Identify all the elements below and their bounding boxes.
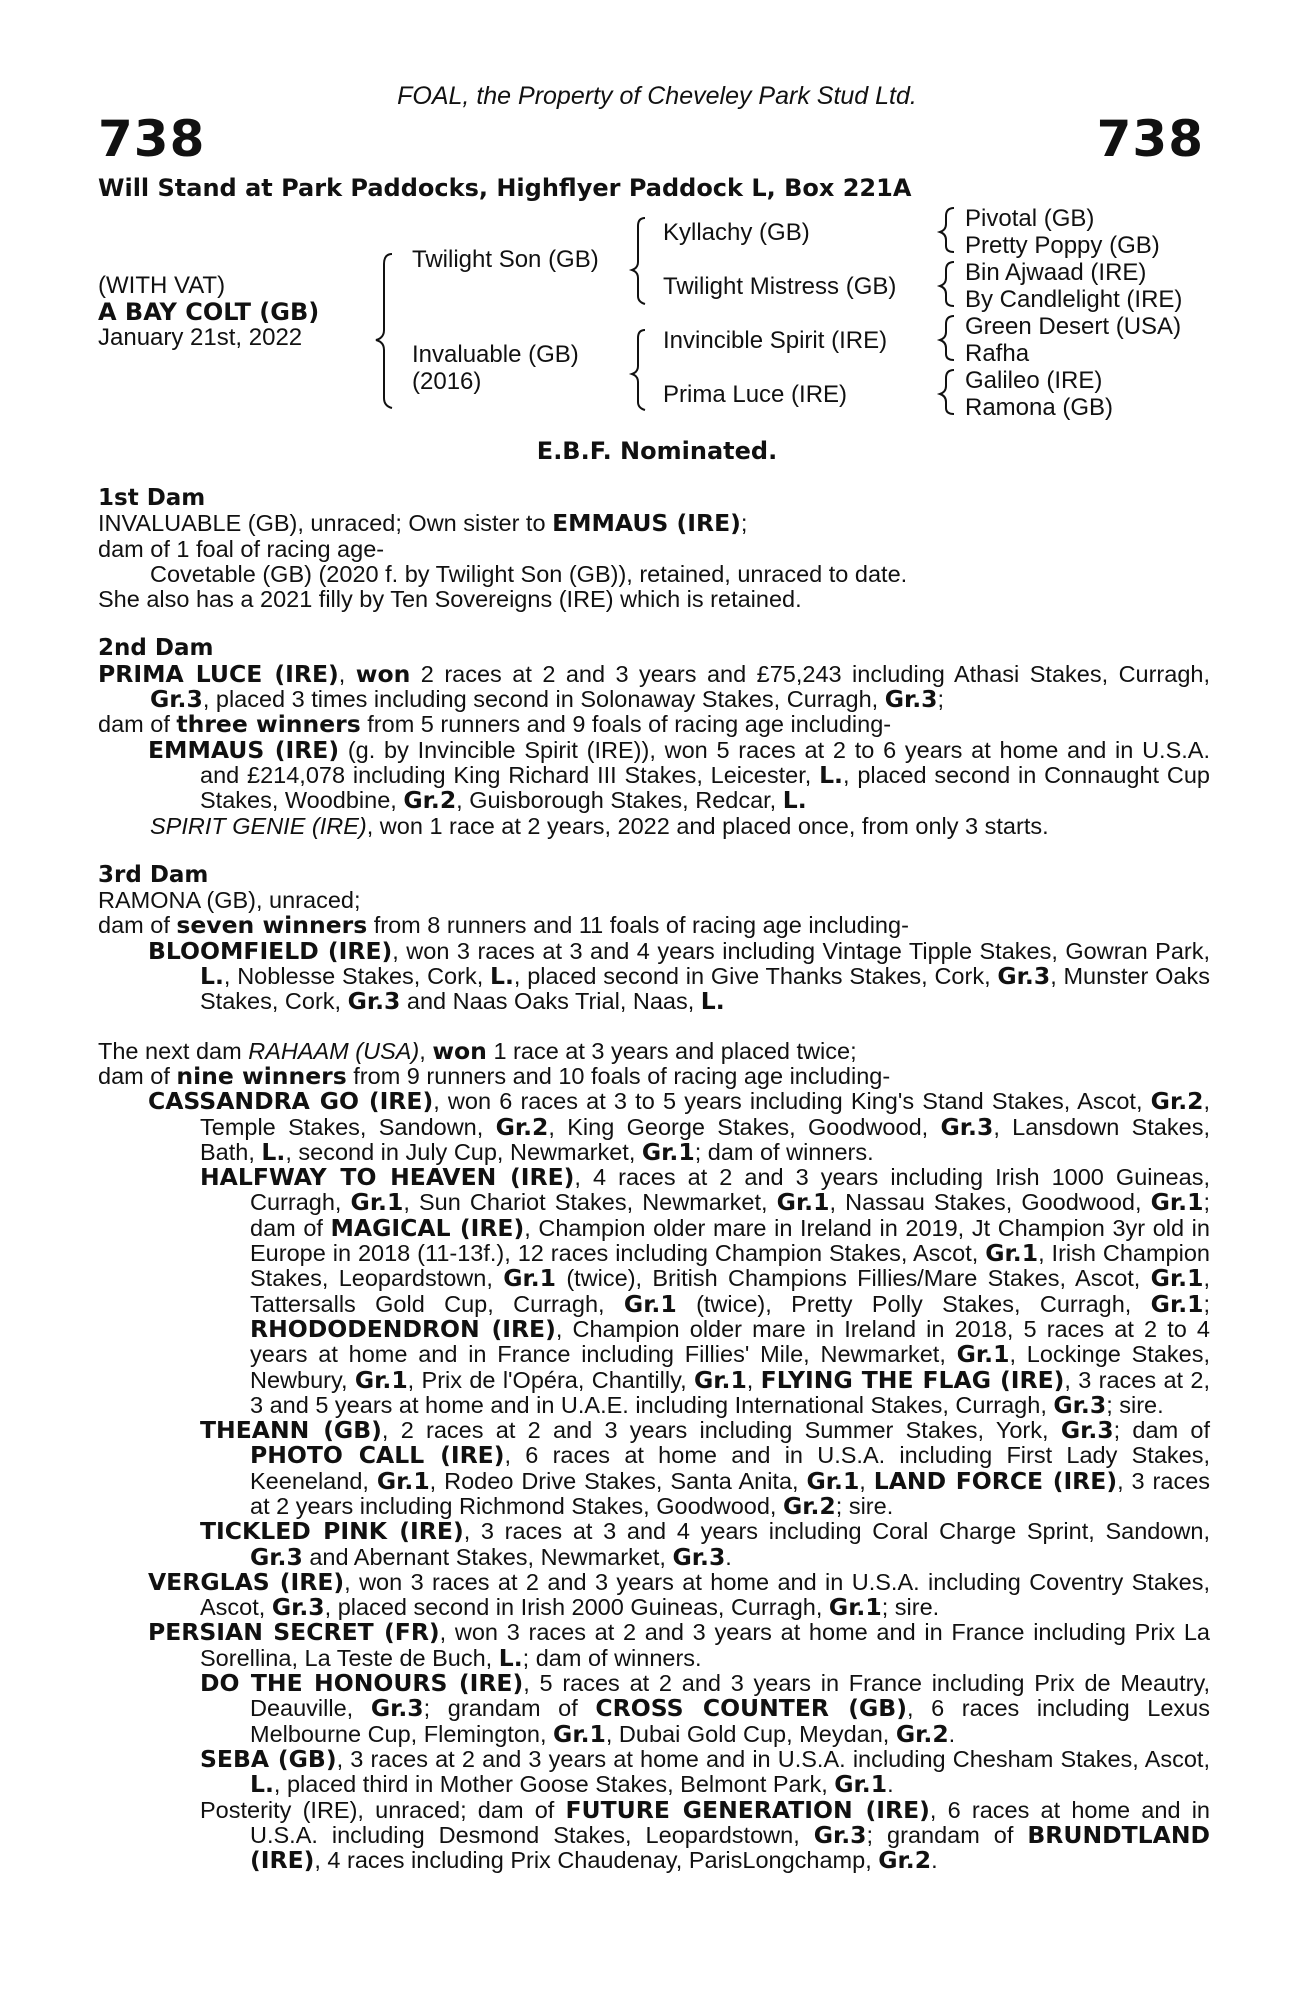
pedigree-g7: Galileo (IRE) <box>965 367 1103 394</box>
pedigree-sire-dam: Twilight Mistress (GB) <box>663 273 897 300</box>
next-dam-produce: DO THE HONOURS (IRE), 5 races at 2 and 3 years in France including Prix de Meautry, Deauville, Gr.3; grandam of CROSS COUNTER (GB), 6 races including Lexus Melbourne Cup, Flemington, Gr.1, Dubai Gold Cup, Meydan, Gr.2. <box>200 1669 1211 1748</box>
next-dam-produce: VERGLAS (IRE), won 3 races at 2 and 3 years at home and in U.S.A. including Coventry Stakes, Ascot, Gr.3, placed second in Irish 2000 Guineas, Curragh, Gr.1; sire. <box>148 1567 1210 1622</box>
next-dam-produce: Posterity (IRE), unraced; dam of FUTURE GENERATION (IRE), 6 races at home and in U.S.A. including Desmond Stakes, Leopardstown, Gr.3; grandam of BRUNDTLAND (IRE), 4 races including Prix Chaudenay, ParisLongchamp, Gr.2. <box>200 1795 1211 1875</box>
foaling-date: January 21st, 2022 <box>98 324 303 351</box>
pedigree-g3: Bin Ajwaad (IRE) <box>965 259 1147 286</box>
lot-number-right: 738 <box>1096 110 1204 168</box>
first-dam-line: Covetable (GB) (2020 f. by Twilight Son (GB)), retained, unraced to date. <box>150 560 908 587</box>
next-dam-produce: THEANN (GB), 2 races at 2 and 3 years including Summer Stakes, York, Gr.3; dam of PHOTO CALL (IRE), 6 races at home and in U.S.A. including First Lady Stakes, Keeneland, Gr.1, Rodeo Drive Stakes, Santa Anita, Gr.1, LAND FORCE (IRE), 3 races at 2 years including Richmond Stakes, Goodwood, Gr.2; sire. <box>200 1416 1211 1520</box>
first-dam-line: INVALUABLE (GB), unraced; Own sister to EMMAUS (IRE); <box>98 509 748 538</box>
first-dam-line: She also has a 2021 filly by Ten Sovereigns (IRE) which is retained. <box>98 586 802 613</box>
next-dam-produce: PERSIAN SECRET (FR), won 3 races at 2 and 3 years at home and in France including Prix La Sorellina, La Teste de Buch, L.; dam of winners. <box>148 1618 1210 1672</box>
pedigree-g5: Green Desert (USA) <box>965 313 1182 340</box>
pedigree-g6: Rafha <box>965 340 1030 367</box>
pedigree-sire-sire: Kyllachy (GB) <box>663 219 810 246</box>
pedigree-dam-year: (2016) <box>412 368 482 395</box>
second-dam-produce: EMMAUS (IRE) (g. by Invincible Spirit (IRE)), won 5 races at 2 to 6 years at home and in U.S.A. and £214,078 including King Richard III Stakes, Leicester, L., placed second in Connaught Cup Stakes, Woodbine, Gr.2, Guisborough Stakes, Redcar, L. <box>148 735 1210 815</box>
third-dam-heading: 3rd Dam <box>98 861 209 888</box>
pedigree-g2: Pretty Poppy (GB) <box>965 232 1160 259</box>
second-dam-produce: SPIRIT GENIE (IRE), won 1 race at 2 years, 2022 and placed once, from only 3 starts. <box>150 812 1049 839</box>
pedigree-dam: Invaluable (GB) <box>412 341 579 368</box>
pedigree-dam-dam: Prima Luce (IRE) <box>663 381 848 408</box>
first-dam-heading: 1st Dam <box>98 485 206 511</box>
next-dam-produce: SEBA (GB), 3 races at 2 and 3 years at home and in U.S.A. including Chesham Stakes, Ascot, L., placed third in Mother Goose Stakes, Belmont Park, Gr.1. <box>200 1744 1210 1799</box>
pedigree-brackets <box>0 0 1314 430</box>
pedigree-g4: By Candlelight (IRE) <box>965 286 1183 313</box>
ebf-nomination: E.B.F. Nominated. <box>536 437 778 465</box>
next-dam-paragraph: The next dam RAHAAM (USA), won 1 race at 3 years and placed twice; <box>98 1036 857 1065</box>
second-dam-paragraph: PRIMA LUCE (IRE), won 2 races at 2 and 3 years and £75,243 including Athasi Stakes, Curragh, Gr.3, placed 3 times including second in Solonaway Stakes, Curragh, Gr.3; <box>98 659 1210 714</box>
vat-note: (WITH VAT) <box>98 272 226 299</box>
third-dam-paragraph: dam of seven winners from 8 runners and 11 foals of racing age including- <box>98 911 909 940</box>
pedigree-g1: Pivotal (GB) <box>965 205 1095 232</box>
next-dam-produce: TICKLED PINK (IRE), 3 races at 3 and 4 years including Coral Charge Sprint, Sandown, Gr.3 and Abernant Stakes, Newmarket, Gr.3. <box>200 1517 1210 1571</box>
second-dam-paragraph: dam of three winners from 5 runners and 9 foals of racing age including- <box>98 710 892 739</box>
second-dam-heading: 2nd Dam <box>98 635 214 662</box>
horse-name: A BAY COLT (GB) <box>98 298 320 326</box>
property-line: FOAL, the Property of Cheveley Park Stud Ltd. <box>397 82 917 110</box>
next-dam-produce: CASSANDRA GO (IRE), won 6 races at 3 to 5 years including King's Stand Stakes, Ascot, Gr.2, Temple Stakes, Sandown, Gr.2, King George Stakes, Goodwood, Gr.3, Lansdown Stakes, Bath, L., second in July Cup, Newmarket, Gr.1; dam of winners. <box>148 1087 1211 1166</box>
pedigree-g8: Ramona (GB) <box>965 394 1114 421</box>
third-dam-produce: BLOOMFIELD (IRE), won 3 races at 3 and 4 years including Vintage Tipple Stakes, Gowran Park, L., Noblesse Stakes, Cork, L., placed second in Give Thanks Stakes, Cork, Gr.3, Munster Oaks Stakes, Cork, Gr.3 and Naas Oaks Trial, Naas, L. <box>148 936 1210 1016</box>
catalogue-body <box>98 486 1210 1873</box>
next-dam-paragraph: dam of nine winners from 9 runners and 10 foals of racing age including- <box>98 1061 891 1090</box>
next-dam-produce: HALFWAY TO HEAVEN (IRE), 4 races at 2 and 3 years including Irish 1000 Guineas, Curragh, Gr.1, Sun Chariot Stakes, Newmarket, Gr.1, Nassau Stakes, Goodwood, Gr.1; dam of MAGICAL (IRE), Champion older mare in Ireland in 2019, Jt Champion 3yr old in Europe in 2018 (11-13f.), 12 races including Champion Stakes, Ascot, Gr.1, Irish Champion Stakes, Leopardstown, Gr.1 (twice), British Champions Fillies/Mare Stakes, Ascot, Gr.1, Tattersalls Gold Cup, Curragh, Gr.1 (twice), Pretty Polly Stakes, Curragh, Gr.1; RHODODENDRON (IRE), Champion older mare in Ireland in 2018, 5 races at 2 to 4 years at home and in France including Fillies' Mile, Newmarket, Gr.1, Lockinge Stakes, Newbury, Gr.1, Prix de l'Opéra, Chantilly, Gr.1, FLYING THE FLAG (IRE), 3 races at 2, 3 and 5 years at home and in U.A.E. including International Stakes, Curragh, Gr.3; sire. <box>200 1163 1211 1419</box>
location-line: Will Stand at Park Paddocks, Highflyer Paddock L, Box 221A <box>98 174 912 202</box>
pedigree-dam-sire: Invincible Spirit (IRE) <box>663 327 888 354</box>
lot-number-left: 738 <box>98 110 206 168</box>
first-dam-line: dam of 1 foal of racing age- <box>98 535 385 562</box>
pedigree-sire: Twilight Son (GB) <box>412 246 599 273</box>
third-dam-paragraph: RAMONA (GB), unraced; <box>98 887 361 914</box>
